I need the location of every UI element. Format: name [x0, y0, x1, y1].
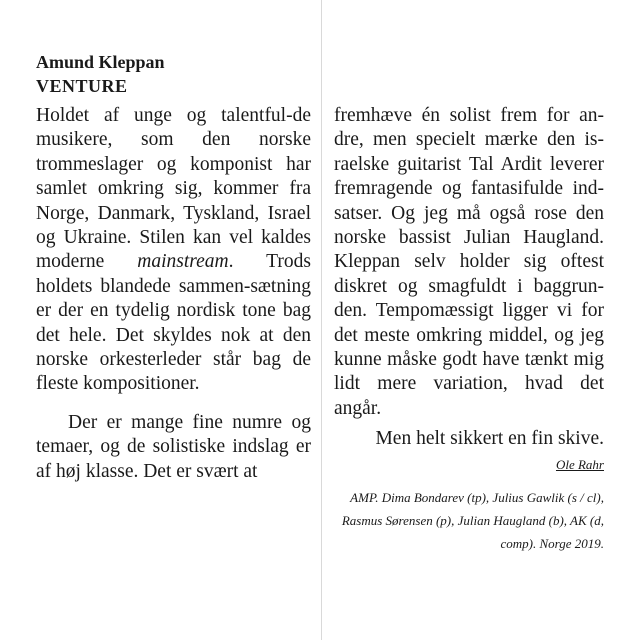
album-credits: AMP. Dima Bondarev (tp), Julius Gawlik (s / cl), Rasmus Sørensen (p), Julian Haugland (b), AK (d, comp). Norge 2019.: [341, 489, 604, 551]
column-divider: [321, 0, 322, 640]
closing-sentence: Men helt sikkert en fin skive.: [375, 428, 604, 450]
paragraph-1: [36, 104, 311, 397]
artist-name: Amund Kleppan: [36, 52, 165, 72]
album-title: VENTURE: [36, 76, 128, 96]
paragraph-2-continued: fremhæve én solist frem for an-dre, men specielt mærke den is-raelske guitarist Tal Ardit leverer fremragende og fantasifulde ind-satser. Og jeg må også rose den norske bassist Julian Haugland. Kleppan selv holder sig oftest diskret og smagfuldt i baggrun-den. Tempomæssigt ligger vi for det meste omkring middel, og jeg kunne måske godt have tænkt mig lidt mere variation, hvad det angår.: [334, 105, 604, 419]
reviewer-signature: Ole Rahr: [555, 456, 604, 472]
review-heading: [36, 50, 165, 98]
paragraph-2: Der er mange fine numre og temaer, og de solistiske indslag er af høj klasse. Det er svært at: [36, 411, 311, 482]
paragraph-1-text-a: Holdet af unge og talentful-de musikere, som den norske trommeslager og komponist har samlet omkring sig, kommer fra Norge, Danmark, Tyskland, Israel og Ukraine. Stilen kan vel kaldes moderne: [36, 105, 311, 273]
paragraph-1-text-b: . Trods holdets blandede sammen-sætning er der en tydelig nordisk tone bag det hele. Det skyldes nok at den norske orkesterleder står bag de fleste kompositioner.: [36, 251, 311, 395]
paragraph-1-emphasis: mainstream: [137, 251, 229, 273]
right-column: [334, 104, 604, 555]
left-column: [36, 104, 311, 484]
